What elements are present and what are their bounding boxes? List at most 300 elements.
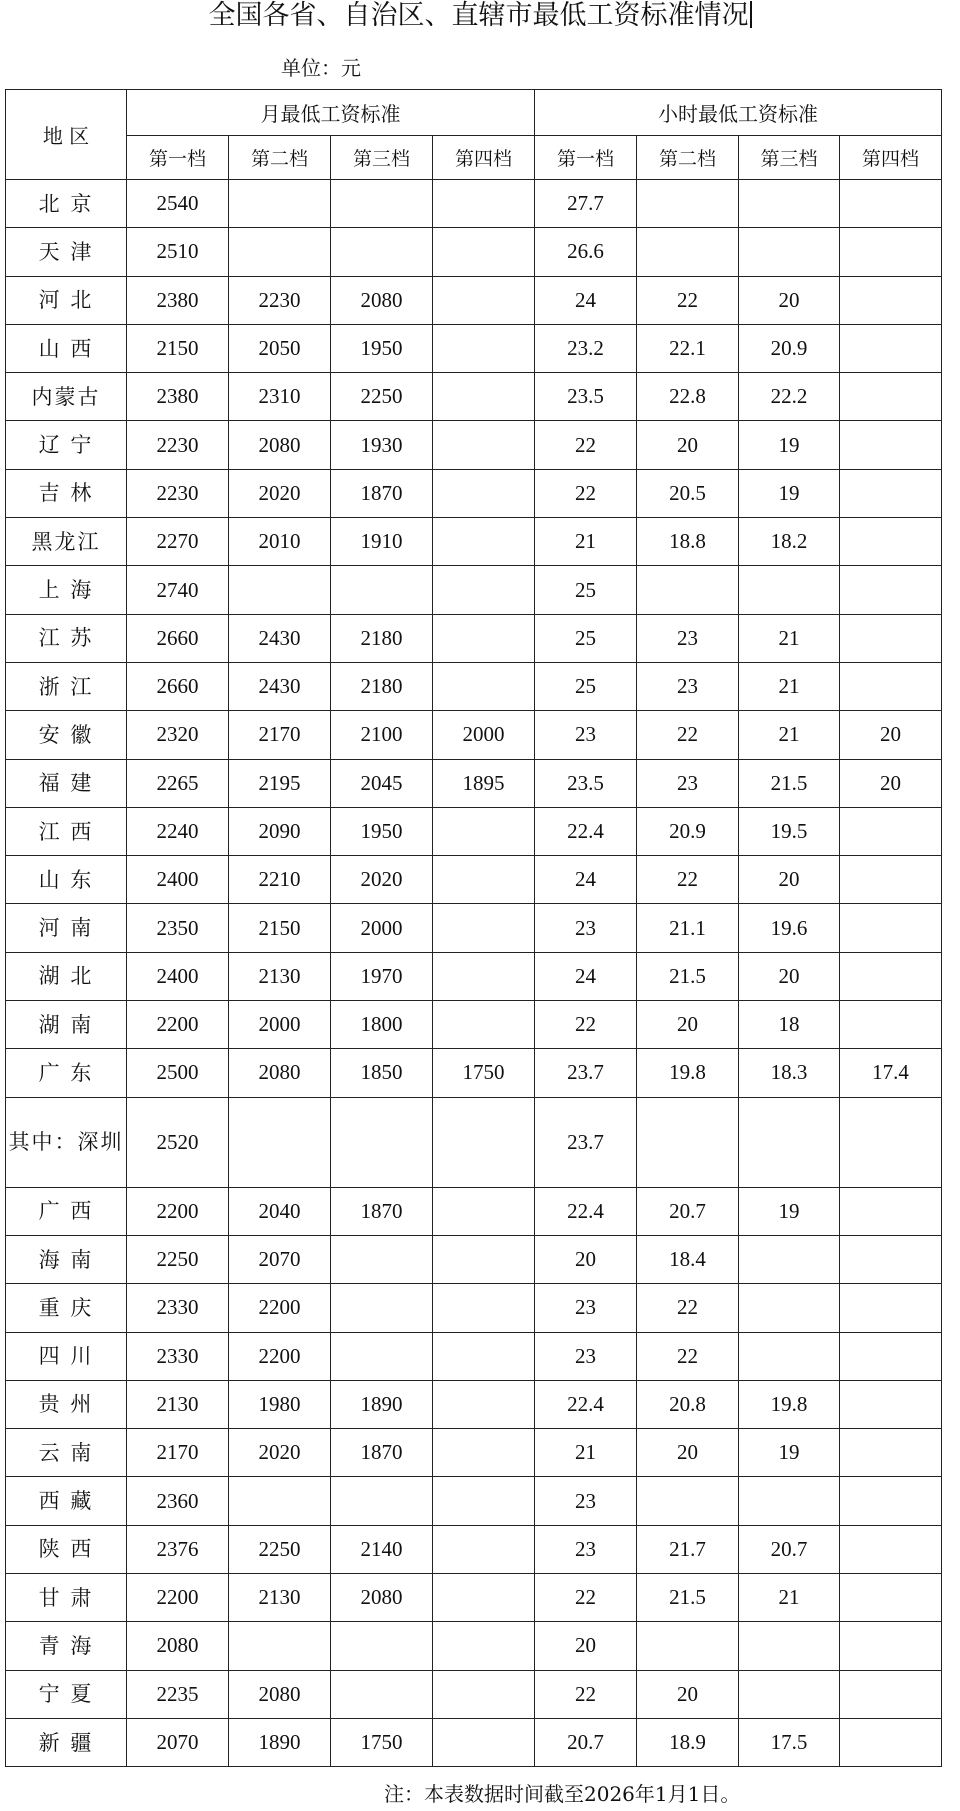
region-cell: 山 东 — [6, 856, 127, 904]
monthly-tier-1-cell: 2660 — [127, 614, 229, 662]
region-cell: 湖 南 — [6, 1001, 127, 1049]
table-row — [6, 1622, 942, 1670]
monthly-tier-2-cell: 2170 — [229, 711, 331, 759]
hourly-tier-1-cell: 24 — [535, 856, 637, 904]
monthly-tier-4-cell — [433, 1332, 535, 1380]
table-row — [6, 711, 942, 759]
hourly-tier-1-cell: 24 — [535, 276, 637, 324]
hourly-tier-4-cell — [840, 856, 942, 904]
hourly-tier-3-cell: 20.7 — [739, 1525, 840, 1573]
monthly-tier-1-cell: 2400 — [127, 856, 229, 904]
monthly-tier-4-cell: 1750 — [433, 1049, 535, 1097]
hourly-tier-1-cell: 20 — [535, 1235, 637, 1283]
monthly-tier-2-cell: 2130 — [229, 1574, 331, 1622]
region-cell: 黑龙江 — [6, 518, 127, 566]
monthly-tier-1-cell: 2150 — [127, 324, 229, 372]
monthly-tier-2-cell — [229, 1622, 331, 1670]
table-row — [6, 1097, 942, 1187]
monthly-tier-2-cell: 2200 — [229, 1284, 331, 1332]
hourly-tier-2-cell: 23 — [637, 759, 739, 807]
hourly-tier-4-cell — [840, 324, 942, 372]
hourly-tier-4-cell: 17.4 — [840, 1049, 942, 1097]
monthly-tier-1-cell: 2330 — [127, 1332, 229, 1380]
hourly-tier-2-cell — [637, 566, 739, 614]
monthly-tier-3-cell — [331, 1235, 433, 1283]
hourly-tier-4-cell — [840, 1477, 942, 1525]
monthly-tier-4-cell — [433, 324, 535, 372]
hourly-tier-1-cell: 22.4 — [535, 1380, 637, 1428]
table-row — [6, 856, 942, 904]
region-cell: 上 海 — [6, 566, 127, 614]
monthly-tier-1-cell: 2250 — [127, 1235, 229, 1283]
monthly-tier-4-cell — [433, 276, 535, 324]
region-cell: 湖 北 — [6, 952, 127, 1000]
monthly-tier-4-cell — [433, 421, 535, 469]
monthly-tier-1-cell: 2240 — [127, 807, 229, 855]
hourly-tier-1-cell: 23 — [535, 1525, 637, 1573]
region-cell: 河 南 — [6, 904, 127, 952]
region-cell: 其中：深圳 — [6, 1097, 127, 1187]
monthly-tier-3-cell: 2180 — [331, 614, 433, 662]
region-cell: 浙 江 — [6, 662, 127, 710]
table-row — [6, 1332, 942, 1380]
monthly-tier-3-cell: 1930 — [331, 421, 433, 469]
hourly-tier-3-cell — [739, 180, 840, 228]
hourly-tier-1-cell: 22 — [535, 469, 637, 517]
table-row — [6, 180, 942, 228]
hourly-tier-1-cell: 23.5 — [535, 759, 637, 807]
hourly-tier-1-cell: 25 — [535, 566, 637, 614]
hourly-tier-4-cell — [840, 662, 942, 710]
hourly-tier-2-cell: 21.5 — [637, 952, 739, 1000]
monthly-tier-3-cell: 1800 — [331, 1001, 433, 1049]
monthly-tier-3-cell: 1850 — [331, 1049, 433, 1097]
hourly-tier-3-cell — [739, 1477, 840, 1525]
table-row — [6, 1574, 942, 1622]
region-cell: 重 庆 — [6, 1284, 127, 1332]
monthly-tier-3-cell: 2250 — [331, 373, 433, 421]
monthly-tier-3-cell: 1950 — [331, 807, 433, 855]
footnote: 注：本表数据时间截至2026年1月1日。 — [384, 1782, 741, 1806]
monthly-tier-4-cell — [433, 1670, 535, 1718]
hourly-tier-3-cell: 19 — [739, 469, 840, 517]
monthly-tier-1-cell: 2230 — [127, 421, 229, 469]
hourly-tier-3-cell — [739, 566, 840, 614]
monthly-tier-1-cell: 2200 — [127, 1001, 229, 1049]
monthly-tier-4-cell: 2000 — [433, 711, 535, 759]
monthly-tier-3-cell: 1890 — [331, 1380, 433, 1428]
hourly-tier-3-cell: 21 — [739, 1574, 840, 1622]
hourly-tier-3-cell: 21.5 — [739, 759, 840, 807]
hourly-tier-3-cell: 19.6 — [739, 904, 840, 952]
header-monthly-tier-4: 第四档 — [433, 136, 535, 180]
hourly-tier-3-cell — [739, 1622, 840, 1670]
monthly-tier-4-cell — [433, 952, 535, 1000]
hourly-tier-3-cell — [739, 1097, 840, 1187]
header-monthly: 月最低工资标准 — [127, 90, 535, 136]
monthly-tier-2-cell — [229, 566, 331, 614]
region-cell: 甘 肃 — [6, 1574, 127, 1622]
monthly-tier-3-cell: 1910 — [331, 518, 433, 566]
hourly-tier-2-cell: 22 — [637, 856, 739, 904]
monthly-tier-4-cell — [433, 662, 535, 710]
hourly-tier-4-cell — [840, 421, 942, 469]
region-cell: 陕 西 — [6, 1525, 127, 1573]
monthly-tier-2-cell: 2200 — [229, 1332, 331, 1380]
hourly-tier-4-cell — [840, 1001, 942, 1049]
monthly-tier-3-cell: 2045 — [331, 759, 433, 807]
monthly-tier-4-cell — [433, 373, 535, 421]
monthly-tier-3-cell: 2080 — [331, 1574, 433, 1622]
table-row — [6, 421, 942, 469]
monthly-tier-4-cell — [433, 566, 535, 614]
monthly-tier-4-cell — [433, 614, 535, 662]
monthly-tier-2-cell: 2210 — [229, 856, 331, 904]
monthly-tier-4-cell — [433, 1001, 535, 1049]
monthly-tier-4-cell — [433, 1187, 535, 1235]
monthly-tier-1-cell: 2740 — [127, 566, 229, 614]
monthly-tier-3-cell: 2000 — [331, 904, 433, 952]
hourly-tier-1-cell: 22.4 — [535, 807, 637, 855]
monthly-tier-2-cell: 2000 — [229, 1001, 331, 1049]
hourly-tier-2-cell: 22.8 — [637, 373, 739, 421]
monthly-tier-4-cell — [433, 1429, 535, 1477]
hourly-tier-1-cell: 23.5 — [535, 373, 637, 421]
table-row — [6, 373, 942, 421]
monthly-tier-1-cell: 2230 — [127, 469, 229, 517]
monthly-tier-2-cell: 2070 — [229, 1235, 331, 1283]
hourly-tier-4-cell — [840, 1622, 942, 1670]
monthly-tier-1-cell: 2235 — [127, 1670, 229, 1718]
monthly-tier-1-cell: 2265 — [127, 759, 229, 807]
monthly-tier-2-cell: 2080 — [229, 421, 331, 469]
monthly-tier-2-cell: 2040 — [229, 1187, 331, 1235]
hourly-tier-4-cell — [840, 807, 942, 855]
monthly-tier-4-cell — [433, 1622, 535, 1670]
hourly-tier-1-cell: 23.2 — [535, 324, 637, 372]
table-row — [6, 228, 942, 276]
monthly-tier-1-cell: 2270 — [127, 518, 229, 566]
monthly-tier-1-cell: 2660 — [127, 662, 229, 710]
monthly-tier-2-cell: 2150 — [229, 904, 331, 952]
monthly-tier-2-cell: 2130 — [229, 952, 331, 1000]
monthly-tier-3-cell: 2180 — [331, 662, 433, 710]
region-cell: 广 东 — [6, 1049, 127, 1097]
hourly-tier-4-cell — [840, 1574, 942, 1622]
hourly-tier-1-cell: 21 — [535, 518, 637, 566]
monthly-tier-1-cell: 2320 — [127, 711, 229, 759]
header-region: 地 区 — [6, 90, 127, 180]
hourly-tier-3-cell: 20 — [739, 276, 840, 324]
hourly-tier-2-cell: 22 — [637, 276, 739, 324]
region-cell: 江 西 — [6, 807, 127, 855]
hourly-tier-4-cell — [840, 1718, 942, 1766]
table-row — [6, 1049, 942, 1097]
text-cursor — [750, 1, 752, 28]
monthly-tier-1-cell: 2080 — [127, 1622, 229, 1670]
monthly-tier-4-cell — [433, 807, 535, 855]
hourly-tier-2-cell: 18.8 — [637, 518, 739, 566]
monthly-tier-4-cell — [433, 180, 535, 228]
region-cell: 天 津 — [6, 228, 127, 276]
hourly-tier-4-cell — [840, 276, 942, 324]
region-cell: 四 川 — [6, 1332, 127, 1380]
hourly-tier-3-cell: 19.8 — [739, 1380, 840, 1428]
hourly-tier-1-cell: 20.7 — [535, 1718, 637, 1766]
monthly-tier-1-cell: 2500 — [127, 1049, 229, 1097]
region-cell: 辽 宁 — [6, 421, 127, 469]
hourly-tier-1-cell: 27.7 — [535, 180, 637, 228]
monthly-tier-4-cell — [433, 1097, 535, 1187]
hourly-tier-4-cell — [840, 1429, 942, 1477]
hourly-tier-4-cell — [840, 1525, 942, 1573]
monthly-tier-4-cell — [433, 1477, 535, 1525]
monthly-tier-3-cell — [331, 1670, 433, 1718]
monthly-tier-3-cell: 2020 — [331, 856, 433, 904]
hourly-tier-3-cell — [739, 1235, 840, 1283]
region-cell: 宁 夏 — [6, 1670, 127, 1718]
table-row — [6, 1235, 942, 1283]
monthly-tier-3-cell: 1870 — [331, 1429, 433, 1477]
hourly-tier-2-cell: 20 — [637, 421, 739, 469]
monthly-tier-2-cell: 2020 — [229, 469, 331, 517]
header-monthly-tier-1: 第一档 — [127, 136, 229, 180]
region-cell: 贵 州 — [6, 1380, 127, 1428]
hourly-tier-3-cell: 19.5 — [739, 807, 840, 855]
table-row — [6, 662, 942, 710]
hourly-tier-4-cell — [840, 1380, 942, 1428]
monthly-tier-1-cell: 2380 — [127, 373, 229, 421]
hourly-tier-1-cell: 25 — [535, 614, 637, 662]
hourly-tier-2-cell: 20.7 — [637, 1187, 739, 1235]
hourly-tier-4-cell — [840, 373, 942, 421]
hourly-tier-3-cell: 20.9 — [739, 324, 840, 372]
hourly-tier-1-cell: 26.6 — [535, 228, 637, 276]
hourly-tier-4-cell — [840, 952, 942, 1000]
monthly-tier-3-cell — [331, 566, 433, 614]
hourly-tier-4-cell — [840, 518, 942, 566]
hourly-tier-4-cell — [840, 1187, 942, 1235]
monthly-tier-2-cell: 2080 — [229, 1670, 331, 1718]
table-row — [6, 324, 942, 372]
table-row — [6, 1284, 942, 1332]
document-title-text: 全国各省、自治区、直辖市最低工资标准情况 — [208, 0, 749, 31]
monthly-tier-4-cell — [433, 228, 535, 276]
monthly-tier-3-cell — [331, 1284, 433, 1332]
hourly-tier-1-cell: 23.7 — [535, 1097, 637, 1187]
hourly-tier-2-cell: 22.1 — [637, 324, 739, 372]
hourly-tier-2-cell: 20 — [637, 1670, 739, 1718]
monthly-tier-4-cell — [433, 856, 535, 904]
monthly-tier-2-cell: 2020 — [229, 1429, 331, 1477]
monthly-tier-1-cell: 2380 — [127, 276, 229, 324]
hourly-tier-2-cell: 21.5 — [637, 1574, 739, 1622]
table-body — [6, 180, 942, 1767]
region-cell: 西 藏 — [6, 1477, 127, 1525]
region-cell: 青 海 — [6, 1622, 127, 1670]
hourly-tier-2-cell — [637, 1097, 739, 1187]
hourly-tier-2-cell: 20.5 — [637, 469, 739, 517]
hourly-tier-1-cell: 22 — [535, 1574, 637, 1622]
header-monthly-tier-3: 第三档 — [331, 136, 433, 180]
hourly-tier-3-cell — [739, 1332, 840, 1380]
hourly-tier-3-cell: 17.5 — [739, 1718, 840, 1766]
monthly-tier-3-cell — [331, 228, 433, 276]
hourly-tier-3-cell: 18 — [739, 1001, 840, 1049]
hourly-tier-4-cell — [840, 228, 942, 276]
region-cell: 河 北 — [6, 276, 127, 324]
monthly-tier-4-cell — [433, 469, 535, 517]
hourly-tier-4-cell — [840, 1284, 942, 1332]
hourly-tier-3-cell — [739, 1284, 840, 1332]
monthly-tier-3-cell: 2140 — [331, 1525, 433, 1573]
monthly-tier-4-cell: 1895 — [433, 759, 535, 807]
hourly-tier-4-cell — [840, 566, 942, 614]
monthly-tier-4-cell — [433, 904, 535, 952]
table-row — [6, 614, 942, 662]
monthly-tier-2-cell: 2310 — [229, 373, 331, 421]
table-row — [6, 1187, 942, 1235]
monthly-tier-4-cell — [433, 518, 535, 566]
monthly-tier-3-cell — [331, 180, 433, 228]
hourly-tier-2-cell: 20.9 — [637, 807, 739, 855]
hourly-tier-2-cell: 21.1 — [637, 904, 739, 952]
hourly-tier-2-cell: 20.8 — [637, 1380, 739, 1428]
hourly-tier-3-cell: 21 — [739, 662, 840, 710]
hourly-tier-4-cell: 20 — [840, 711, 942, 759]
table-row — [6, 276, 942, 324]
monthly-tier-1-cell: 2360 — [127, 1477, 229, 1525]
hourly-tier-4-cell — [840, 469, 942, 517]
monthly-tier-1-cell: 2510 — [127, 228, 229, 276]
monthly-tier-2-cell — [229, 1097, 331, 1187]
monthly-tier-4-cell — [433, 1718, 535, 1766]
hourly-tier-4-cell — [840, 180, 942, 228]
hourly-tier-1-cell: 23 — [535, 904, 637, 952]
monthly-tier-3-cell: 1950 — [331, 324, 433, 372]
monthly-tier-1-cell: 2540 — [127, 180, 229, 228]
header-hourly-tier-1: 第一档 — [535, 136, 637, 180]
hourly-tier-2-cell — [637, 228, 739, 276]
monthly-tier-2-cell: 2050 — [229, 324, 331, 372]
minimum-wage-table — [5, 89, 942, 1767]
hourly-tier-3-cell: 19 — [739, 421, 840, 469]
monthly-tier-2-cell: 2090 — [229, 807, 331, 855]
hourly-tier-3-cell: 18.3 — [739, 1049, 840, 1097]
table-row — [6, 469, 942, 517]
unit-label: 单位：元 — [281, 56, 361, 80]
monthly-tier-3-cell: 1870 — [331, 1187, 433, 1235]
region-cell: 安 徽 — [6, 711, 127, 759]
table-row — [6, 1718, 942, 1766]
region-cell: 江 苏 — [6, 614, 127, 662]
hourly-tier-1-cell: 23 — [535, 1284, 637, 1332]
region-cell: 广 西 — [6, 1187, 127, 1235]
hourly-tier-4-cell — [840, 1670, 942, 1718]
hourly-tier-3-cell: 18.2 — [739, 518, 840, 566]
table-row — [6, 904, 942, 952]
table-row — [6, 759, 942, 807]
monthly-tier-2-cell: 1890 — [229, 1718, 331, 1766]
hourly-tier-3-cell: 21 — [739, 711, 840, 759]
hourly-tier-2-cell: 22 — [637, 1332, 739, 1380]
hourly-tier-1-cell: 22 — [535, 1670, 637, 1718]
monthly-tier-2-cell: 2250 — [229, 1525, 331, 1573]
region-cell: 山 西 — [6, 324, 127, 372]
monthly-tier-4-cell — [433, 1284, 535, 1332]
table-row — [6, 1670, 942, 1718]
hourly-tier-4-cell — [840, 1097, 942, 1187]
hourly-tier-1-cell: 24 — [535, 952, 637, 1000]
region-cell: 北 京 — [6, 180, 127, 228]
monthly-tier-3-cell: 1970 — [331, 952, 433, 1000]
hourly-tier-3-cell — [739, 1670, 840, 1718]
monthly-tier-1-cell: 2200 — [127, 1187, 229, 1235]
hourly-tier-3-cell: 20 — [739, 856, 840, 904]
hourly-tier-1-cell: 20 — [535, 1622, 637, 1670]
table-row — [6, 1001, 942, 1049]
monthly-tier-4-cell — [433, 1574, 535, 1622]
header-hourly-tier-4: 第四档 — [840, 136, 942, 180]
monthly-tier-2-cell: 2430 — [229, 662, 331, 710]
monthly-tier-1-cell: 2170 — [127, 1429, 229, 1477]
header-hourly: 小时最低工资标准 — [535, 90, 942, 136]
hourly-tier-2-cell — [637, 1622, 739, 1670]
monthly-tier-3-cell: 1750 — [331, 1718, 433, 1766]
monthly-tier-1-cell: 2130 — [127, 1380, 229, 1428]
monthly-tier-1-cell: 2376 — [127, 1525, 229, 1573]
monthly-tier-2-cell: 2230 — [229, 276, 331, 324]
hourly-tier-3-cell: 20 — [739, 952, 840, 1000]
header-monthly-tier-2: 第二档 — [229, 136, 331, 180]
hourly-tier-3-cell — [739, 228, 840, 276]
hourly-tier-2-cell: 21.7 — [637, 1525, 739, 1573]
document-title — [0, 0, 960, 32]
hourly-tier-2-cell: 18.9 — [637, 1718, 739, 1766]
monthly-tier-2-cell: 1980 — [229, 1380, 331, 1428]
hourly-tier-2-cell: 20 — [637, 1001, 739, 1049]
monthly-tier-2-cell: 2195 — [229, 759, 331, 807]
monthly-tier-3-cell: 2080 — [331, 276, 433, 324]
monthly-tier-1-cell: 2200 — [127, 1574, 229, 1622]
hourly-tier-2-cell: 19.8 — [637, 1049, 739, 1097]
monthly-tier-1-cell: 2070 — [127, 1718, 229, 1766]
monthly-tier-1-cell: 2520 — [127, 1097, 229, 1187]
monthly-tier-4-cell — [433, 1525, 535, 1573]
hourly-tier-1-cell: 23 — [535, 1477, 637, 1525]
hourly-tier-4-cell — [840, 904, 942, 952]
hourly-tier-1-cell: 23 — [535, 711, 637, 759]
hourly-tier-2-cell: 22 — [637, 711, 739, 759]
hourly-tier-3-cell: 21 — [739, 614, 840, 662]
hourly-tier-2-cell: 20 — [637, 1429, 739, 1477]
monthly-tier-1-cell: 2330 — [127, 1284, 229, 1332]
table-row — [6, 807, 942, 855]
monthly-tier-1-cell: 2350 — [127, 904, 229, 952]
hourly-tier-3-cell: 19 — [739, 1429, 840, 1477]
monthly-tier-4-cell — [433, 1235, 535, 1283]
monthly-tier-2-cell: 2080 — [229, 1049, 331, 1097]
region-cell: 云 南 — [6, 1429, 127, 1477]
hourly-tier-2-cell: 18.4 — [637, 1235, 739, 1283]
table-row — [6, 952, 942, 1000]
hourly-tier-1-cell: 23.7 — [535, 1049, 637, 1097]
hourly-tier-4-cell — [840, 1235, 942, 1283]
hourly-tier-1-cell: 22 — [535, 421, 637, 469]
table-row — [6, 1525, 942, 1573]
hourly-tier-4-cell: 20 — [840, 759, 942, 807]
monthly-tier-3-cell: 1870 — [331, 469, 433, 517]
